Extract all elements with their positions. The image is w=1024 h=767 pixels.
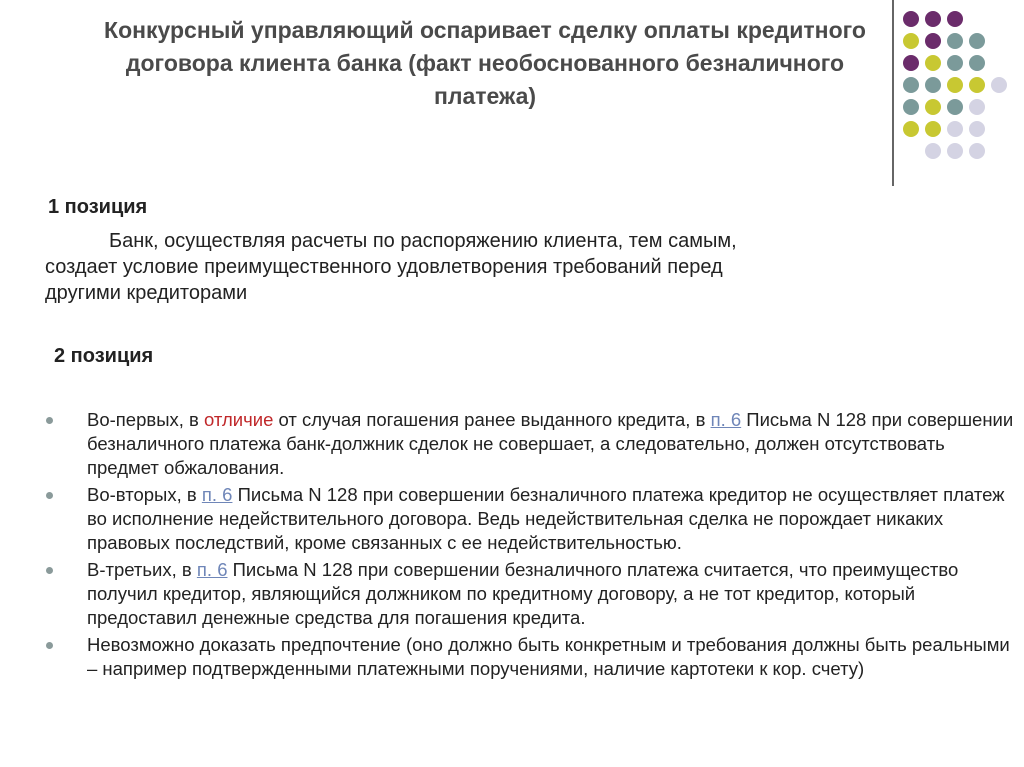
dot-teal (947, 99, 963, 115)
bullet-text: Письма N 128 при совершении безналичного платежа считается, что преимущество получил кредитор, являющийся должником по кредитному договору, а не тот кредитор, который предоставил денежные средства для погашения кредита. (87, 559, 959, 628)
position-2-heading: 2 позиция (54, 345, 154, 367)
dot-lavender (969, 143, 985, 159)
document-link[interactable]: п. 6 (710, 409, 742, 430)
position-1-line-2: создает условие преимущественного удовлетворения требований перед (45, 256, 723, 278)
title-line-1: Конкурсный управляющий оспаривает сделку оплаты кредитного (104, 17, 866, 43)
dot-purple (903, 55, 919, 71)
position-1-line-1: Банк, осуществляя расчеты по распоряжению клиента, тем самым, (109, 230, 737, 252)
dot-olive (969, 77, 985, 93)
bullet-text: Письма N 128 при совершении безналичного платежа кредитор не осуществляет платеж во исполнение недействительного договора. Ведь недействительная сделка не порождает никаких правовых последствий, кроме связанных с ее недействительностью. (87, 484, 1005, 553)
bullet-text: В-третьих, в (87, 559, 197, 580)
slide-title (0, 14, 970, 113)
dot-lavender (969, 99, 985, 115)
bullet-text: Во-вторых, в (87, 484, 202, 505)
dot-purple (925, 11, 941, 27)
list-item (45, 408, 1020, 480)
document-link[interactable]: п. 6 (196, 559, 228, 580)
position-1-heading: 1 позиция (48, 196, 148, 218)
dot-teal (925, 77, 941, 93)
highlight-text: отличие (204, 409, 274, 430)
list-item (45, 483, 1020, 555)
list-item (45, 633, 1020, 681)
dot-lavender (947, 121, 963, 137)
position-1-text (45, 228, 975, 306)
dot-olive (925, 55, 941, 71)
dot-lavender (925, 143, 941, 159)
dot-teal (903, 99, 919, 115)
dot-olive (947, 77, 963, 93)
dot-teal (947, 33, 963, 49)
dot-lavender (991, 77, 1007, 93)
bullet-icon (46, 642, 53, 649)
dot-purple (925, 33, 941, 49)
bullet-text: Письма N 128 при совершении безналичного платежа банк-должник сделок не совершает, а следовательно, должен отсутствовать предмет обжалования. (87, 409, 1014, 478)
title-line-2: договора клиента банка (факт необоснованного безналичного (125, 50, 845, 76)
bullet-icon (46, 567, 53, 574)
dot-olive (903, 33, 919, 49)
dot-lavender (947, 143, 963, 159)
argument-list (45, 408, 1020, 684)
dot-teal (969, 33, 985, 49)
dot-teal (903, 77, 919, 93)
dot-teal (947, 55, 963, 71)
bullet-text: Во-первых, в (87, 409, 205, 430)
bullet-text: от случая погашения ранее выданного кредита, в (273, 409, 711, 430)
position-1-line-3: другими кредиторами (45, 282, 248, 304)
dot-lavender (969, 121, 985, 137)
dot-olive (925, 121, 941, 137)
dot-olive (925, 99, 941, 115)
title-line-3: платежа) (433, 83, 537, 109)
dot-purple (903, 11, 919, 27)
document-link[interactable]: п. 6 (201, 484, 233, 505)
dot-olive (903, 121, 919, 137)
bullet-icon (46, 492, 53, 499)
bullet-text: Невозможно доказать предпочтение (оно должно быть конкретным и требования должны быть реальными – например подтвержденными платежными поручениями, наличие картотеки к кор. счету) (87, 634, 1010, 679)
list-item (45, 558, 1020, 630)
bullet-icon (46, 417, 53, 424)
dot-teal (969, 55, 985, 71)
dot-purple (947, 11, 963, 27)
